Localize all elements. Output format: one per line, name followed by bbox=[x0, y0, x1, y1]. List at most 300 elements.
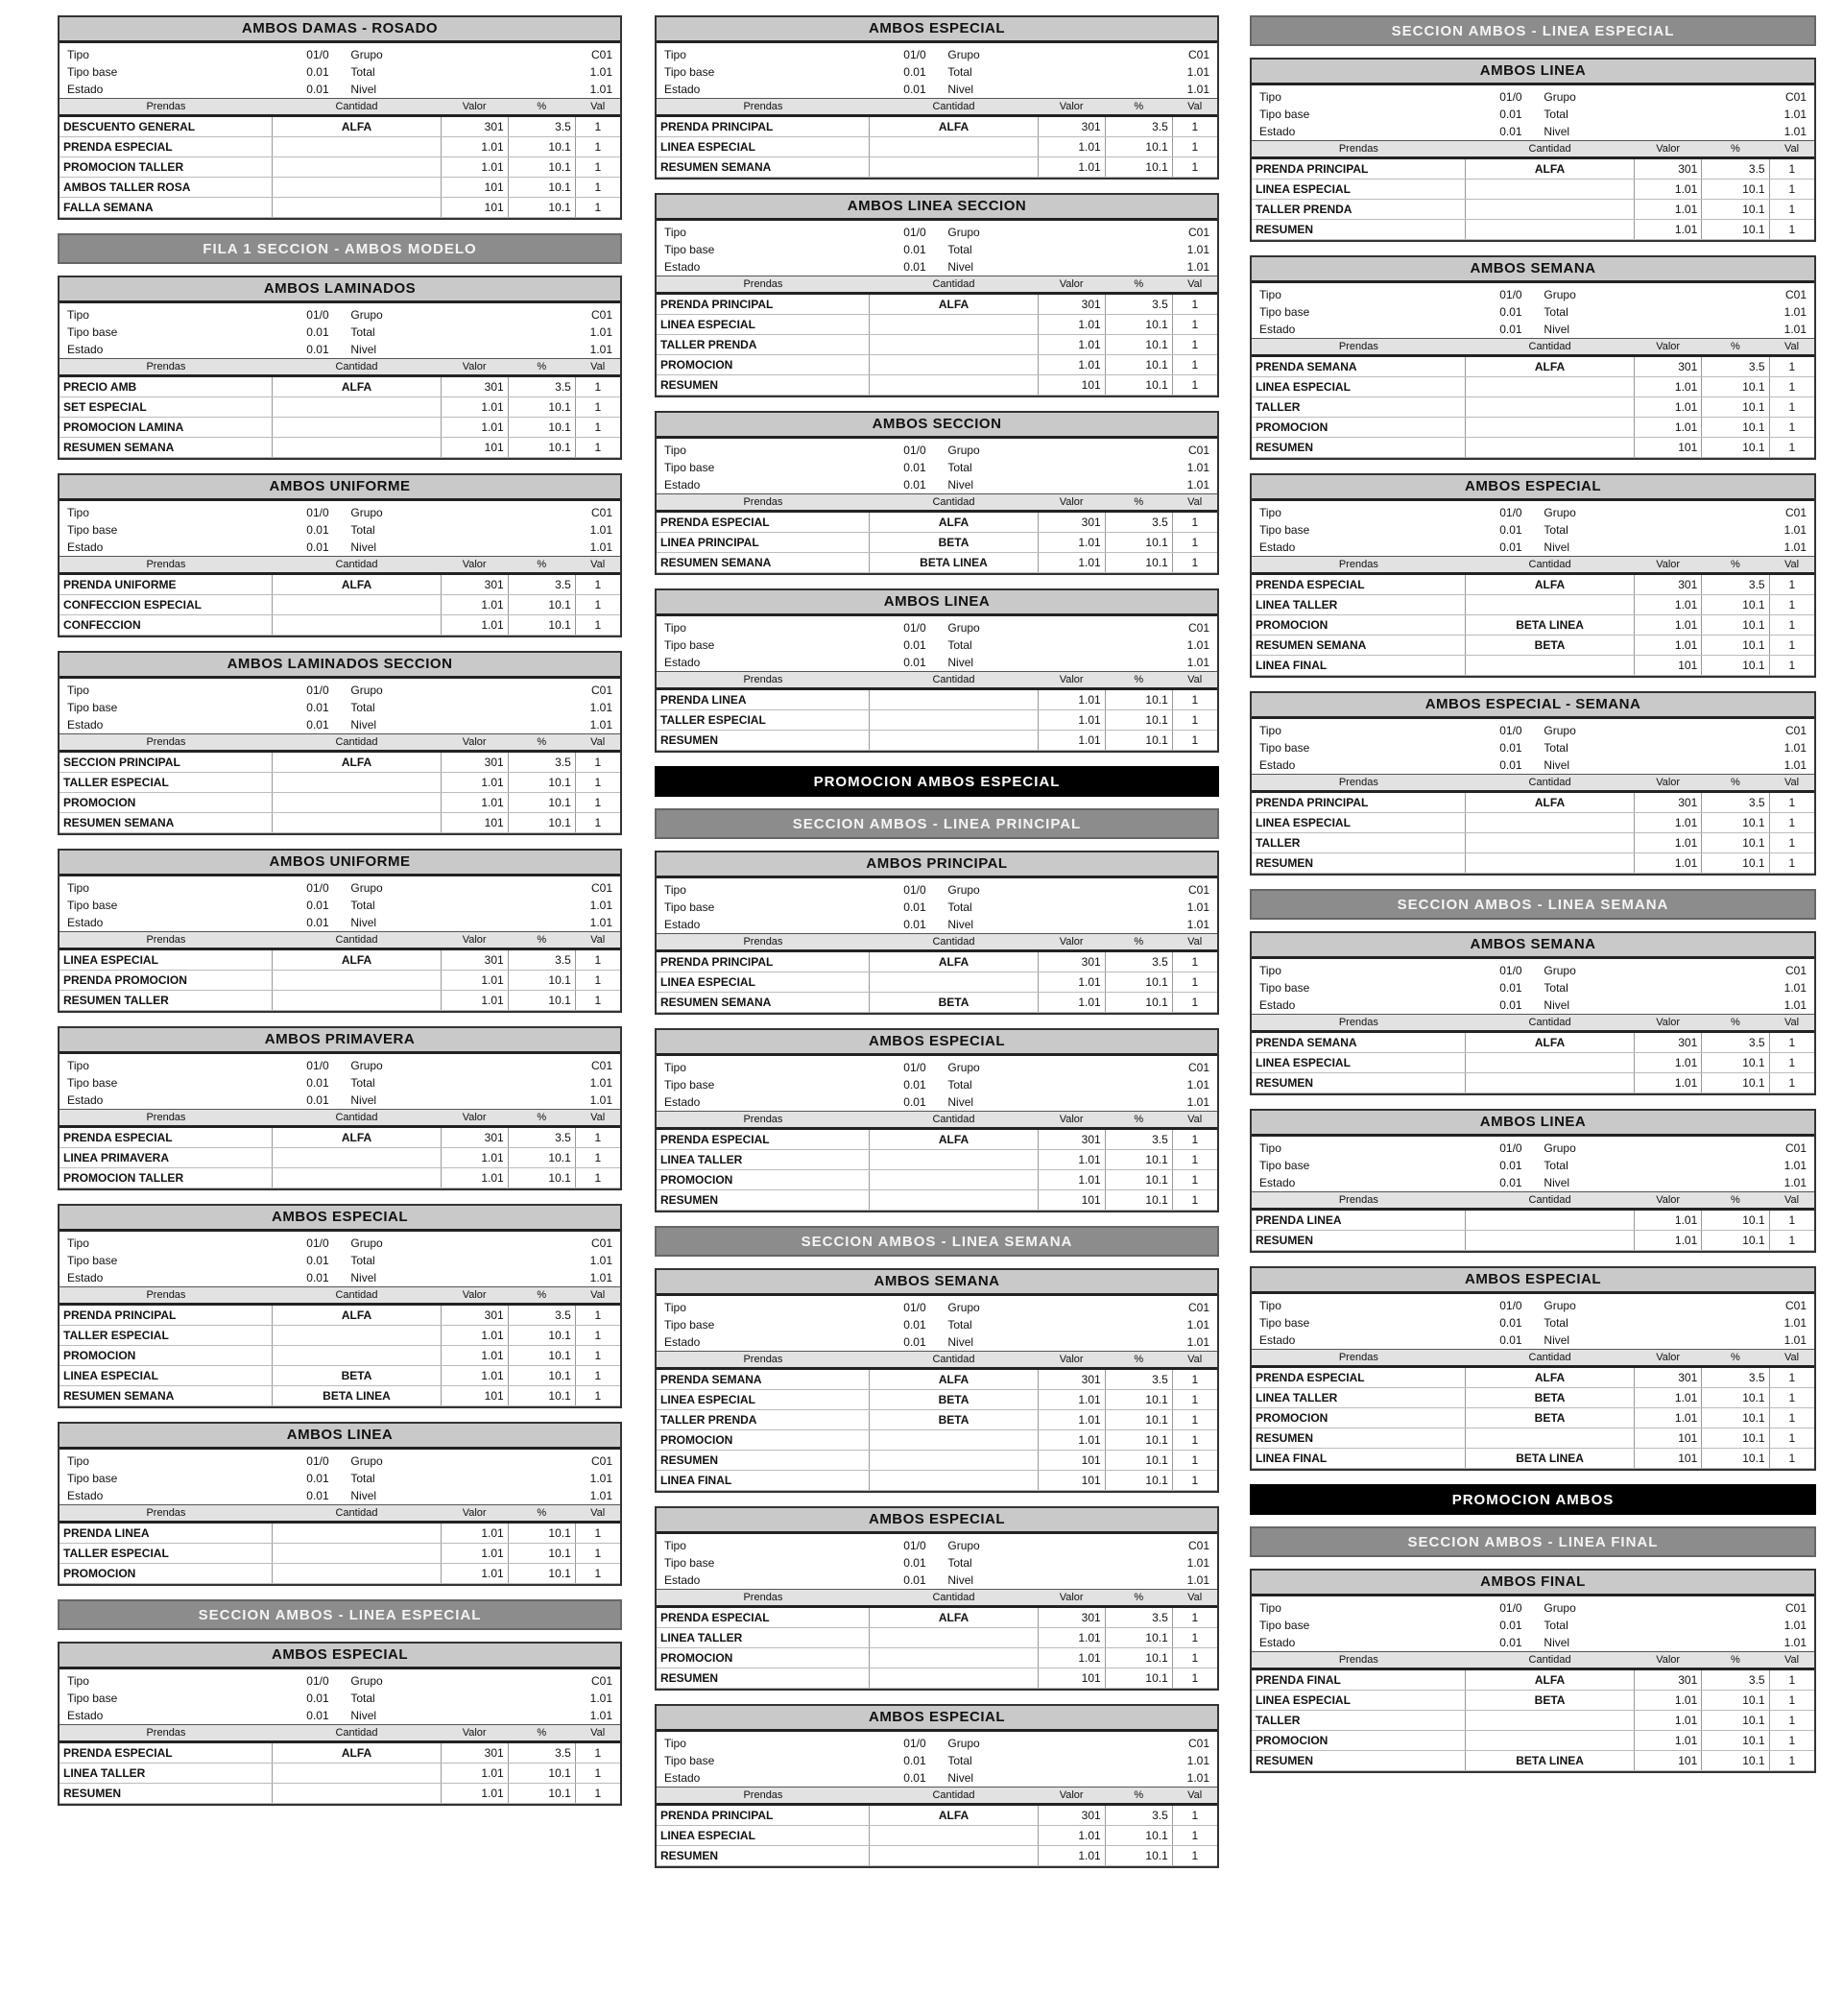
column-header: Val bbox=[1769, 339, 1814, 356]
card-info bbox=[1252, 1137, 1814, 1191]
store-card bbox=[655, 1506, 1219, 1691]
info-label: Tipo bbox=[1259, 964, 1281, 977]
info-value: 1.01 bbox=[1186, 83, 1209, 96]
table-cell: 1 bbox=[575, 1366, 620, 1386]
info-label: Total bbox=[947, 243, 972, 256]
table-cell bbox=[273, 1168, 441, 1188]
table-cell: 10.1 bbox=[1105, 1150, 1172, 1170]
info-value: 01/0 bbox=[903, 1539, 926, 1552]
info-value: 0.01 bbox=[903, 65, 926, 79]
table-row bbox=[60, 1764, 620, 1784]
column-header: Prendas bbox=[60, 932, 273, 949]
section-banner: PROMOCION AMBOS ESPECIAL bbox=[655, 766, 1219, 797]
info-value: 1.01 bbox=[1186, 1335, 1209, 1349]
table-cell bbox=[1466, 397, 1635, 418]
info-row bbox=[1259, 1634, 1807, 1651]
info-value: 01/0 bbox=[306, 881, 329, 895]
info-row bbox=[1259, 722, 1807, 739]
table-cell: 301 bbox=[1038, 294, 1105, 315]
table-row bbox=[1252, 1731, 1814, 1751]
info-value: C01 bbox=[1784, 724, 1807, 737]
table-cell: RESUMEN bbox=[1252, 853, 1466, 874]
info-row bbox=[664, 81, 1209, 98]
table-cell: LINEA ESPECIAL bbox=[657, 315, 870, 335]
table-row bbox=[657, 689, 1217, 710]
info-value: 1.01 bbox=[1783, 998, 1807, 1012]
info-row bbox=[67, 1269, 612, 1286]
info-row bbox=[67, 521, 612, 539]
table-header-row bbox=[657, 494, 1217, 512]
info-label: Tipo base bbox=[1259, 108, 1310, 121]
info-right bbox=[947, 224, 1209, 241]
info-label: Grupo bbox=[1544, 1601, 1576, 1615]
table-row bbox=[60, 157, 620, 178]
store-card bbox=[58, 15, 622, 220]
table-cell: 10.1 bbox=[1702, 1711, 1769, 1731]
info-value: 0.01 bbox=[903, 243, 926, 256]
table-cell: 3.5 bbox=[1105, 1369, 1172, 1390]
table-cell: LINEA ESPECIAL bbox=[657, 972, 870, 993]
info-value: 0.01 bbox=[903, 1095, 926, 1109]
info-row bbox=[67, 63, 612, 81]
info-value: 1.01 bbox=[1783, 540, 1807, 554]
info-row bbox=[664, 1059, 1209, 1076]
table-row bbox=[657, 294, 1217, 315]
table-row bbox=[1252, 1231, 1814, 1251]
column-header: Cantidad bbox=[1466, 1652, 1635, 1669]
info-value: C01 bbox=[590, 1674, 612, 1688]
table-cell: 1.01 bbox=[441, 991, 508, 1011]
table-cell: 10.1 bbox=[1105, 1668, 1172, 1689]
info-value: 1.01 bbox=[589, 1076, 612, 1090]
table-cell: LINEA TALLER bbox=[1252, 595, 1466, 615]
table-cell bbox=[870, 315, 1038, 335]
table-cell: ALFA bbox=[273, 1127, 441, 1148]
table-cell bbox=[273, 178, 441, 198]
table-cell bbox=[1466, 180, 1635, 200]
table-cell: CONFECCION bbox=[60, 615, 273, 636]
info-label: Estado bbox=[664, 1095, 701, 1109]
table-row bbox=[657, 157, 1217, 178]
table-cell: TALLER bbox=[1252, 833, 1466, 853]
table-cell: 1 bbox=[1172, 951, 1217, 972]
table-cell: 1 bbox=[1172, 1129, 1217, 1150]
table-cell: PRENDA SEMANA bbox=[1252, 356, 1466, 377]
card-info bbox=[1252, 85, 1814, 140]
info-row bbox=[67, 1074, 612, 1092]
info-label: Grupo bbox=[947, 621, 980, 635]
info-label: Tipo bbox=[67, 48, 89, 61]
info-left bbox=[67, 879, 329, 897]
info-value: 01/0 bbox=[306, 1236, 329, 1250]
info-row bbox=[67, 306, 612, 324]
info-row bbox=[664, 1093, 1209, 1111]
table-cell: PROMOCION LAMINA bbox=[60, 418, 273, 438]
info-value: 1.01 bbox=[589, 899, 612, 912]
info-label: Total bbox=[947, 1318, 972, 1332]
info-label: Tipo base bbox=[664, 461, 715, 474]
info-label: Total bbox=[947, 1078, 972, 1092]
info-right bbox=[947, 1769, 1209, 1787]
column-header: Cantidad bbox=[870, 1112, 1038, 1129]
table-cell: LINEA PRINCIPAL bbox=[657, 533, 870, 553]
column-header: Prendas bbox=[60, 99, 273, 116]
table-cell: 3.5 bbox=[508, 574, 575, 595]
table-cell: 1.01 bbox=[1038, 689, 1105, 710]
info-left bbox=[67, 521, 329, 539]
info-label: Tipo base bbox=[67, 523, 118, 537]
table-cell bbox=[870, 1668, 1038, 1689]
column-header: Valor bbox=[1038, 934, 1105, 951]
info-label: Tipo base bbox=[1259, 305, 1310, 319]
card-title: AMBOS SEMANA bbox=[1252, 933, 1814, 959]
store-card bbox=[58, 1422, 622, 1586]
store-card bbox=[1250, 691, 1816, 876]
table-cell: RESUMEN bbox=[1252, 1751, 1466, 1771]
card-table bbox=[60, 1504, 620, 1584]
column-header: Val bbox=[1172, 1352, 1217, 1369]
column-header: Valor bbox=[441, 557, 508, 574]
table-cell: 3.5 bbox=[508, 949, 575, 971]
info-value: 01/0 bbox=[903, 48, 926, 61]
card-table bbox=[657, 671, 1217, 751]
table-cell: PRENDA PRINCIPAL bbox=[657, 951, 870, 972]
info-label: Nivel bbox=[1544, 1636, 1570, 1649]
info-label: Tipo bbox=[1259, 1601, 1281, 1615]
table-cell: 10.1 bbox=[508, 438, 575, 458]
table-row bbox=[60, 137, 620, 157]
table-cell: 301 bbox=[1634, 1367, 1701, 1388]
table-cell: 1.01 bbox=[441, 1764, 508, 1784]
card-table bbox=[657, 933, 1217, 1013]
table-row bbox=[657, 1826, 1217, 1846]
table-row bbox=[1252, 1711, 1814, 1731]
table-cell: 1 bbox=[575, 949, 620, 971]
info-label: Grupo bbox=[1544, 1141, 1576, 1155]
table-cell: 101 bbox=[1634, 1428, 1701, 1449]
table-cell: 1 bbox=[575, 991, 620, 1011]
info-label: Grupo bbox=[350, 48, 383, 61]
info-value: 1.01 bbox=[589, 1489, 612, 1502]
table-cell: ALFA bbox=[1466, 356, 1635, 377]
info-right bbox=[1544, 123, 1807, 140]
info-value: 1.01 bbox=[589, 325, 612, 339]
table-row bbox=[60, 971, 620, 991]
table-row bbox=[60, 1742, 620, 1764]
table-row bbox=[657, 951, 1217, 972]
table-cell: 1.01 bbox=[1038, 731, 1105, 751]
table-cell: 3.5 bbox=[1702, 574, 1769, 595]
info-right bbox=[350, 1269, 612, 1286]
table-cell: 1.01 bbox=[1038, 1150, 1105, 1170]
column-header: Prendas bbox=[657, 494, 870, 512]
table-row bbox=[657, 1369, 1217, 1390]
info-row bbox=[67, 539, 612, 556]
info-label: Grupo bbox=[947, 1539, 980, 1552]
info-value: 0.01 bbox=[1499, 1176, 1522, 1189]
column-header: Cantidad bbox=[273, 1110, 441, 1127]
table-cell: 301 bbox=[1038, 1805, 1105, 1826]
info-value: C01 bbox=[1187, 226, 1209, 239]
card-info bbox=[60, 1232, 620, 1286]
info-label: Grupo bbox=[350, 1059, 383, 1072]
info-left bbox=[67, 306, 329, 324]
table-cell: 1.01 bbox=[441, 793, 508, 813]
info-left bbox=[664, 241, 926, 258]
table-cell: 1.01 bbox=[441, 157, 508, 178]
table-cell: LINEA TALLER bbox=[657, 1150, 870, 1170]
info-right bbox=[1544, 1140, 1807, 1157]
info-right bbox=[350, 1690, 612, 1707]
info-value: 01/0 bbox=[903, 226, 926, 239]
info-label: Estado bbox=[67, 1709, 104, 1722]
info-value: 01/0 bbox=[1499, 1601, 1522, 1615]
info-value: 1.01 bbox=[589, 1692, 612, 1705]
column-header: Val bbox=[1769, 1652, 1814, 1669]
card-table bbox=[60, 1724, 620, 1804]
info-label: Total bbox=[1544, 981, 1568, 995]
table-cell: 10.1 bbox=[1105, 355, 1172, 375]
info-label: Estado bbox=[664, 656, 701, 669]
table-cell: LINEA FINAL bbox=[1252, 656, 1466, 676]
table-row bbox=[60, 1366, 620, 1386]
info-row bbox=[67, 699, 612, 716]
info-right bbox=[947, 442, 1209, 459]
card-table bbox=[60, 98, 620, 218]
table-cell: 1.01 bbox=[1038, 1628, 1105, 1648]
table-cell: PRENDA PRINCIPAL bbox=[1252, 792, 1466, 813]
table-cell: 1.01 bbox=[1634, 418, 1701, 438]
table-cell: 1 bbox=[1769, 377, 1814, 397]
table-cell: LINEA ESPECIAL bbox=[657, 1826, 870, 1846]
info-left bbox=[664, 619, 926, 636]
table-cell: LINEA ESPECIAL bbox=[1252, 180, 1466, 200]
table-row bbox=[60, 1305, 620, 1326]
info-right bbox=[1544, 962, 1807, 979]
table-row bbox=[657, 1129, 1217, 1150]
table-cell: 1 bbox=[1172, 1369, 1217, 1390]
card-title: AMBOS LAMINADOS SECCION bbox=[60, 653, 620, 679]
table-cell: 3.5 bbox=[508, 1742, 575, 1764]
table-row bbox=[60, 773, 620, 793]
info-label: Total bbox=[947, 900, 972, 914]
info-value: 1.01 bbox=[589, 916, 612, 929]
table-cell: 1 bbox=[575, 1764, 620, 1784]
info-row bbox=[664, 1316, 1209, 1333]
info-left bbox=[1259, 996, 1522, 1014]
card-table bbox=[657, 276, 1217, 396]
info-label: Total bbox=[350, 899, 375, 912]
info-value: 1.01 bbox=[1186, 900, 1209, 914]
info-label: Grupo bbox=[350, 881, 383, 895]
info-value: 01/0 bbox=[903, 1737, 926, 1750]
table-cell: 10.1 bbox=[508, 773, 575, 793]
table-cell: 1 bbox=[575, 1386, 620, 1406]
info-right bbox=[1544, 1617, 1807, 1634]
section-banner: SECCION AMBOS - LINEA ESPECIAL bbox=[58, 1599, 622, 1630]
table-cell: BETA LINEA bbox=[1466, 615, 1635, 636]
info-value: 0.01 bbox=[903, 1335, 926, 1349]
card-info bbox=[1252, 1294, 1814, 1349]
info-left bbox=[664, 654, 926, 671]
info-value: 1.01 bbox=[1783, 523, 1807, 537]
info-label: Grupo bbox=[947, 883, 980, 897]
column-header: Cantidad bbox=[1466, 1192, 1635, 1210]
table-cell: 1 bbox=[575, 773, 620, 793]
table-cell: 10.1 bbox=[508, 137, 575, 157]
table-cell: ALFA bbox=[870, 294, 1038, 315]
table-cell bbox=[870, 157, 1038, 178]
info-value: 0.01 bbox=[306, 899, 329, 912]
info-label: Total bbox=[1544, 1316, 1568, 1330]
info-label: Total bbox=[1544, 523, 1568, 537]
info-right bbox=[350, 306, 612, 324]
card-table bbox=[60, 556, 620, 636]
table-cell: 1 bbox=[1769, 1073, 1814, 1093]
table-cell: 1 bbox=[1172, 1826, 1217, 1846]
table-header-row bbox=[657, 99, 1217, 116]
table-cell: 10.1 bbox=[1702, 1231, 1769, 1251]
table-cell: 1.01 bbox=[1634, 377, 1701, 397]
column-header: Prendas bbox=[657, 99, 870, 116]
table-cell: 1 bbox=[1769, 1408, 1814, 1428]
info-right bbox=[947, 476, 1209, 493]
table-cell: 1 bbox=[575, 1742, 620, 1764]
table-cell: DESCUENTO GENERAL bbox=[60, 116, 273, 137]
table-cell: 1 bbox=[575, 418, 620, 438]
info-label: Tipo base bbox=[664, 1078, 715, 1092]
info-label: Total bbox=[1544, 741, 1568, 755]
info-row bbox=[664, 881, 1209, 899]
info-row bbox=[67, 879, 612, 897]
card-title: AMBOS UNIFORME bbox=[60, 851, 620, 876]
store-card bbox=[1250, 1569, 1816, 1773]
table-cell: PROMOCION bbox=[1252, 615, 1466, 636]
table-cell: 1.01 bbox=[1038, 1826, 1105, 1846]
info-label: Estado bbox=[664, 1771, 701, 1785]
info-label: Grupo bbox=[1544, 506, 1576, 519]
info-label: Tipo bbox=[664, 48, 686, 61]
info-row bbox=[1259, 1599, 1807, 1617]
info-value: 1.01 bbox=[1783, 305, 1807, 319]
table-cell: 10.1 bbox=[1105, 157, 1172, 178]
table-cell: RESUMEN bbox=[1252, 1428, 1466, 1449]
info-right bbox=[947, 459, 1209, 476]
table-cell: 1 bbox=[1769, 356, 1814, 377]
info-label: Tipo base bbox=[664, 900, 715, 914]
card-title: AMBOS ESPECIAL bbox=[657, 1508, 1217, 1534]
table-cell: 1.01 bbox=[1038, 157, 1105, 178]
info-label: Grupo bbox=[350, 1236, 383, 1250]
info-row bbox=[664, 63, 1209, 81]
info-left bbox=[1259, 1634, 1522, 1651]
card-table bbox=[1252, 1349, 1814, 1469]
info-value: 1.01 bbox=[1783, 1316, 1807, 1330]
table-cell: 3.5 bbox=[508, 376, 575, 397]
table-row bbox=[657, 533, 1217, 553]
card-info bbox=[657, 1296, 1217, 1351]
info-row bbox=[67, 1470, 612, 1487]
column-header: Prendas bbox=[60, 359, 273, 376]
info-label: Estado bbox=[67, 540, 104, 554]
card-table bbox=[657, 1111, 1217, 1211]
info-value: 1.01 bbox=[1186, 918, 1209, 931]
info-value: 0.01 bbox=[306, 1093, 329, 1107]
table-cell: 1.01 bbox=[1038, 137, 1105, 157]
info-row bbox=[664, 1333, 1209, 1351]
table-row bbox=[657, 993, 1217, 1013]
table-row bbox=[657, 1805, 1217, 1826]
info-row bbox=[1259, 88, 1807, 106]
table-cell: 1 bbox=[1769, 1449, 1814, 1469]
table-cell: TALLER PRENDA bbox=[657, 1410, 870, 1430]
info-left bbox=[664, 1752, 926, 1769]
table-cell: LINEA ESPECIAL bbox=[1252, 377, 1466, 397]
table-row bbox=[60, 949, 620, 971]
info-row bbox=[664, 1769, 1209, 1787]
store-card bbox=[1250, 255, 1816, 460]
table-cell: 1 bbox=[1172, 294, 1217, 315]
info-row bbox=[1259, 756, 1807, 774]
column-header: Valor bbox=[1038, 99, 1105, 116]
column-header: Prendas bbox=[657, 672, 870, 689]
table-cell bbox=[870, 375, 1038, 396]
table-cell: 1.01 bbox=[1038, 553, 1105, 573]
table-cell: PRENDA ESPECIAL bbox=[60, 1127, 273, 1148]
info-right bbox=[350, 539, 612, 556]
info-left bbox=[664, 1769, 926, 1787]
table-cell: 1 bbox=[575, 1564, 620, 1584]
table-cell: BETA bbox=[1466, 636, 1635, 656]
table-cell: 10.1 bbox=[1105, 553, 1172, 573]
column-header: % bbox=[1702, 1015, 1769, 1032]
info-left bbox=[67, 1690, 329, 1707]
info-label: Nivel bbox=[1544, 540, 1570, 554]
table-cell: 1.01 bbox=[1038, 315, 1105, 335]
card-table bbox=[657, 1589, 1217, 1689]
info-left bbox=[67, 46, 329, 63]
table-cell bbox=[273, 1544, 441, 1564]
info-value: 01/0 bbox=[1499, 506, 1522, 519]
card-info bbox=[1252, 719, 1814, 774]
section-banner: FILA 1 SECCION - AMBOS MODELO bbox=[58, 233, 622, 264]
store-card bbox=[1250, 931, 1816, 1095]
column-header: Valor bbox=[441, 734, 508, 752]
column-header: Cantidad bbox=[870, 1352, 1038, 1369]
info-label: Nivel bbox=[1544, 1333, 1570, 1347]
table-cell: RESUMEN bbox=[657, 731, 870, 751]
info-right bbox=[947, 1537, 1209, 1554]
info-left bbox=[664, 63, 926, 81]
info-value: 0.01 bbox=[306, 1692, 329, 1705]
info-label: Tipo bbox=[1259, 90, 1281, 104]
info-label: Nivel bbox=[350, 1489, 377, 1502]
store-card bbox=[655, 15, 1219, 180]
info-value: 0.01 bbox=[1499, 125, 1522, 138]
table-cell: PRENDA ESPECIAL bbox=[657, 1129, 870, 1150]
table-cell: BETA bbox=[870, 1410, 1038, 1430]
info-right bbox=[350, 1487, 612, 1504]
table-cell: 3.5 bbox=[1105, 951, 1172, 972]
column-header: Cantidad bbox=[1466, 1015, 1635, 1032]
info-right bbox=[947, 654, 1209, 671]
section-banner: SECCION AMBOS - LINEA PRINCIPAL bbox=[655, 808, 1219, 839]
info-value: 0.01 bbox=[903, 900, 926, 914]
card-info bbox=[657, 439, 1217, 493]
table-cell: 1 bbox=[575, 1305, 620, 1326]
info-left bbox=[1259, 1140, 1522, 1157]
card-table bbox=[1252, 140, 1814, 240]
